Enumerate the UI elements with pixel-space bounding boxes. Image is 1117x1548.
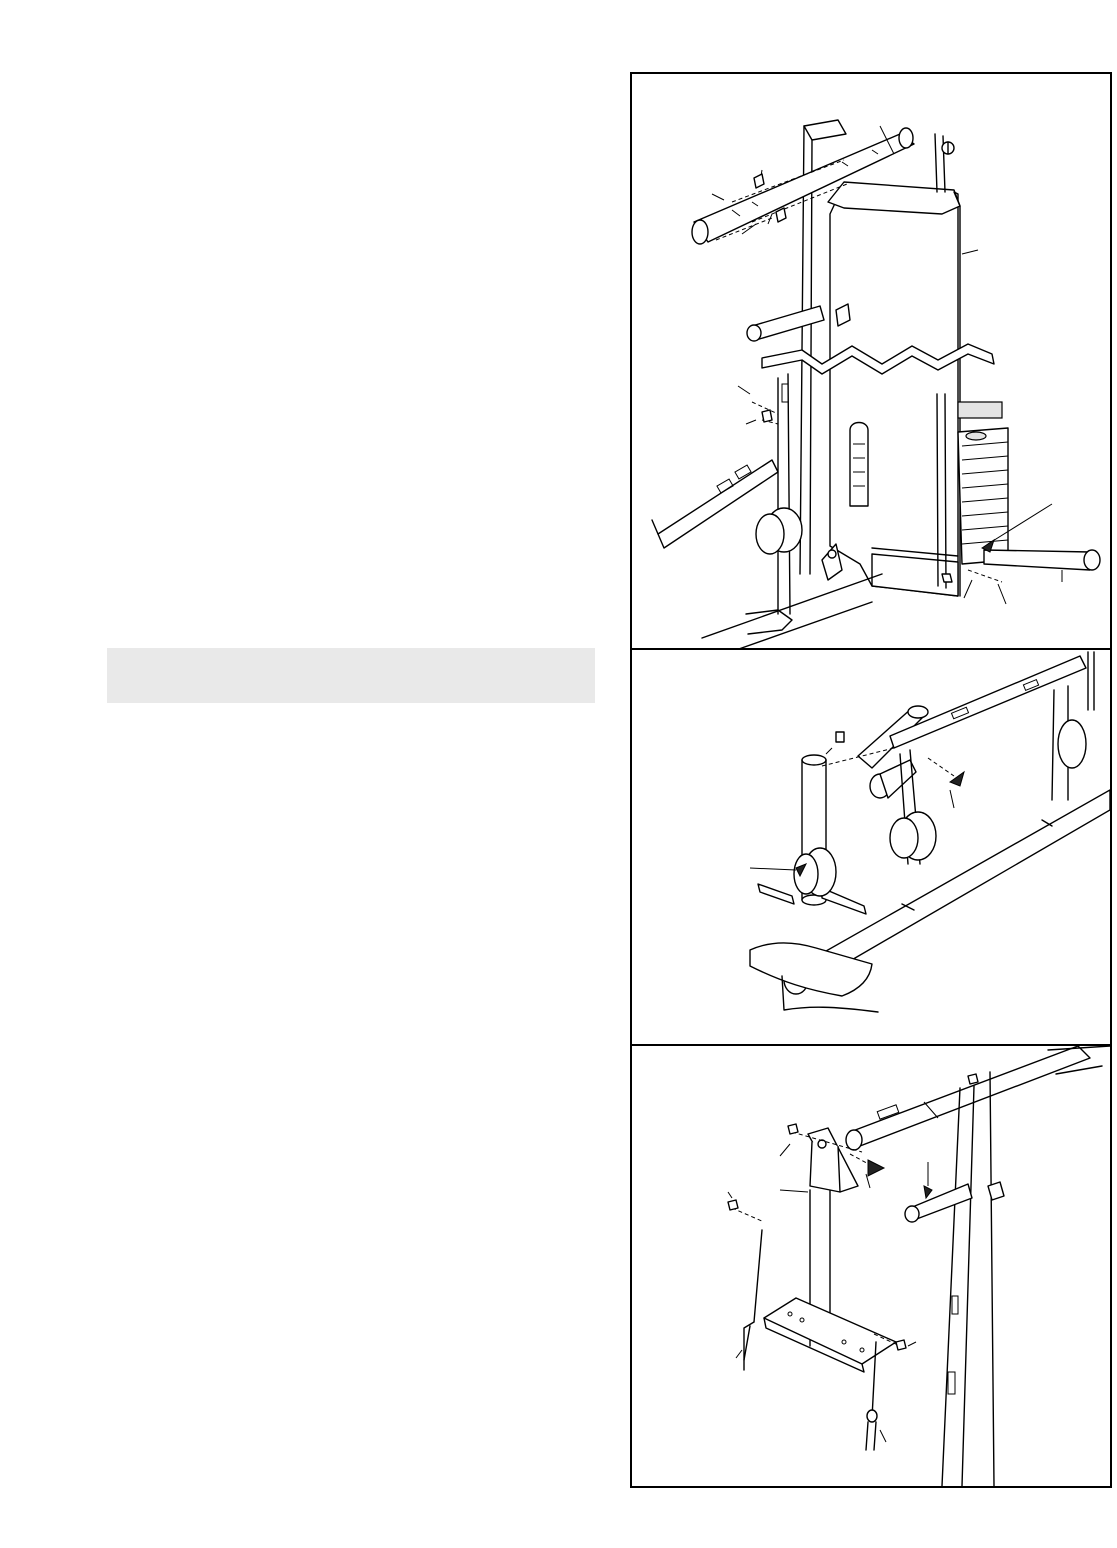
figure-pulley-post-assembly [632, 650, 1110, 1046]
pulley-post-assembly-drawing-icon [632, 650, 1110, 1044]
tower-assembly-drawing-icon [632, 74, 1110, 650]
figure-foot-plate-assembly [632, 1046, 1110, 1486]
foot-plate-assembly-drawing-icon [632, 1046, 1110, 1486]
note-box [107, 648, 595, 703]
figure-frame [630, 72, 1112, 1488]
figure-tower-assembly [632, 74, 1110, 650]
